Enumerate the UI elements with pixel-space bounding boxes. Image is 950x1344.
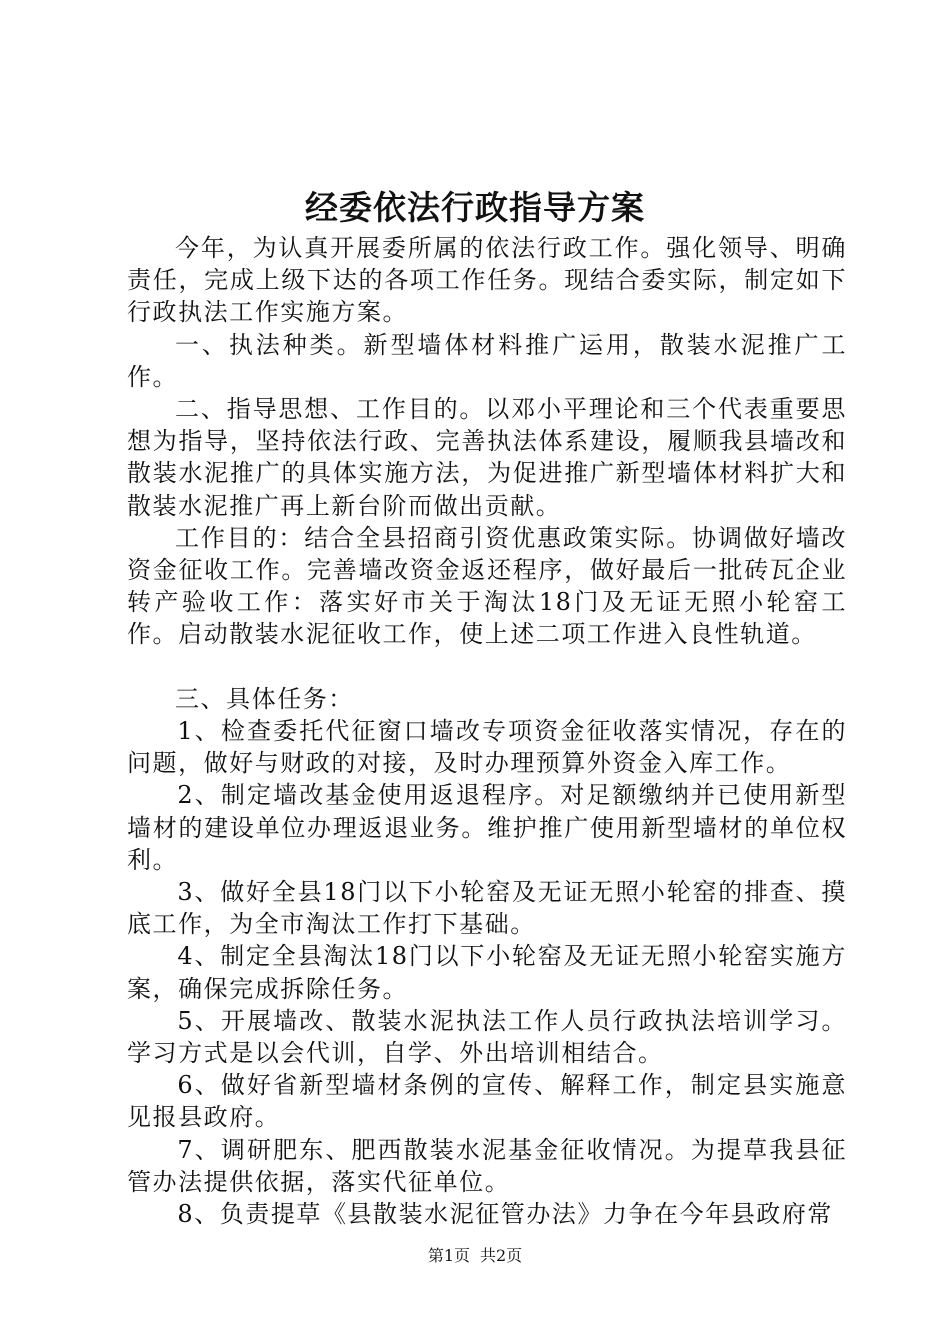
paragraph-goals: 工作目的：结合全县招商引资优惠政策实际。协调做好墙改资金征收工作。完善墙改资金返还程序，做好最后一批砖瓦企业转产验收工作：落实好市关于淘汰18门及无证无照小轮窑工作。启动散装水泥征收工作，使上述二项工作进入良性轨道。 <box>127 523 847 649</box>
page-total: 共2页 <box>480 1246 523 1265</box>
page-number: 第1页 <box>427 1246 470 1265</box>
paragraph-section-3-heading: 三、具体任务： <box>175 684 354 713</box>
paragraph-section-2: 二、指导思想、工作目的。以邓小平理论和三个代表重要思想为指导，坚持依法行政、完善执法体系建设，履顺我县墙改和散装水泥推广的具体实施方法，为促进推广新型墙体材料扩大和散装水泥推广再上新台阶而做出贡献。 <box>127 395 847 520</box>
paragraph-section-1: 一、执法种类。新型墙体材料推广运用，散装水泥推广工作。 <box>127 330 847 391</box>
task-item-6: 6、做好省新型墙材条例的宣传、解释工作，制定县实施意见报县政府。 <box>127 1071 847 1132</box>
task-item-3: 3、做好全县18门以下小轮窑及无证无照小轮窑的排查、摸底工作，为全市淘汰工作打下基础。 <box>127 878 847 939</box>
paragraph-intro: 今年，为认真开展委所属的依法行政工作。强化领导、明确责任，完成上级下达的各项工作任务。现结合委实际，制定如下行政执法工作实施方案。 <box>127 234 847 327</box>
page-footer <box>0 1244 950 1268</box>
blank-line <box>127 651 847 683</box>
task-item-2: 2、制定墙改基金使用返退程序。对足额缴纳并已使用新型墙材的建设单位办理返退业务。维护推广使用新型墙材的单位权利。 <box>127 781 847 874</box>
task-item-5: 5、开展墙改、散装水泥执法工作人员行政执法培训学习。学习方式是以会代训，自学、外出培训相结合。 <box>127 1006 847 1068</box>
task-item-7: 7、调研肥东、肥西散装水泥基金征收情况。为提草我县征管办法提供依据，落实代征单位。 <box>127 1135 847 1196</box>
task-item-4: 4、制定全县淘汰18门以下小轮窑及无证无照小轮窑实施方案，确保完成拆除任务。 <box>127 942 847 1003</box>
document-body <box>127 232 847 1230</box>
task-item-8: 8、负责提草《县散装水泥征管办法》力争在今年县政府常 <box>177 1200 833 1229</box>
task-item-1: 1、检查委托代征窗口墙改专项资金征收落实情况，存在的问题，做好与财政的对接，及时办理预算外资金入库工作。 <box>127 717 847 778</box>
document-title: 经委依法行政指导方案 <box>305 188 645 227</box>
